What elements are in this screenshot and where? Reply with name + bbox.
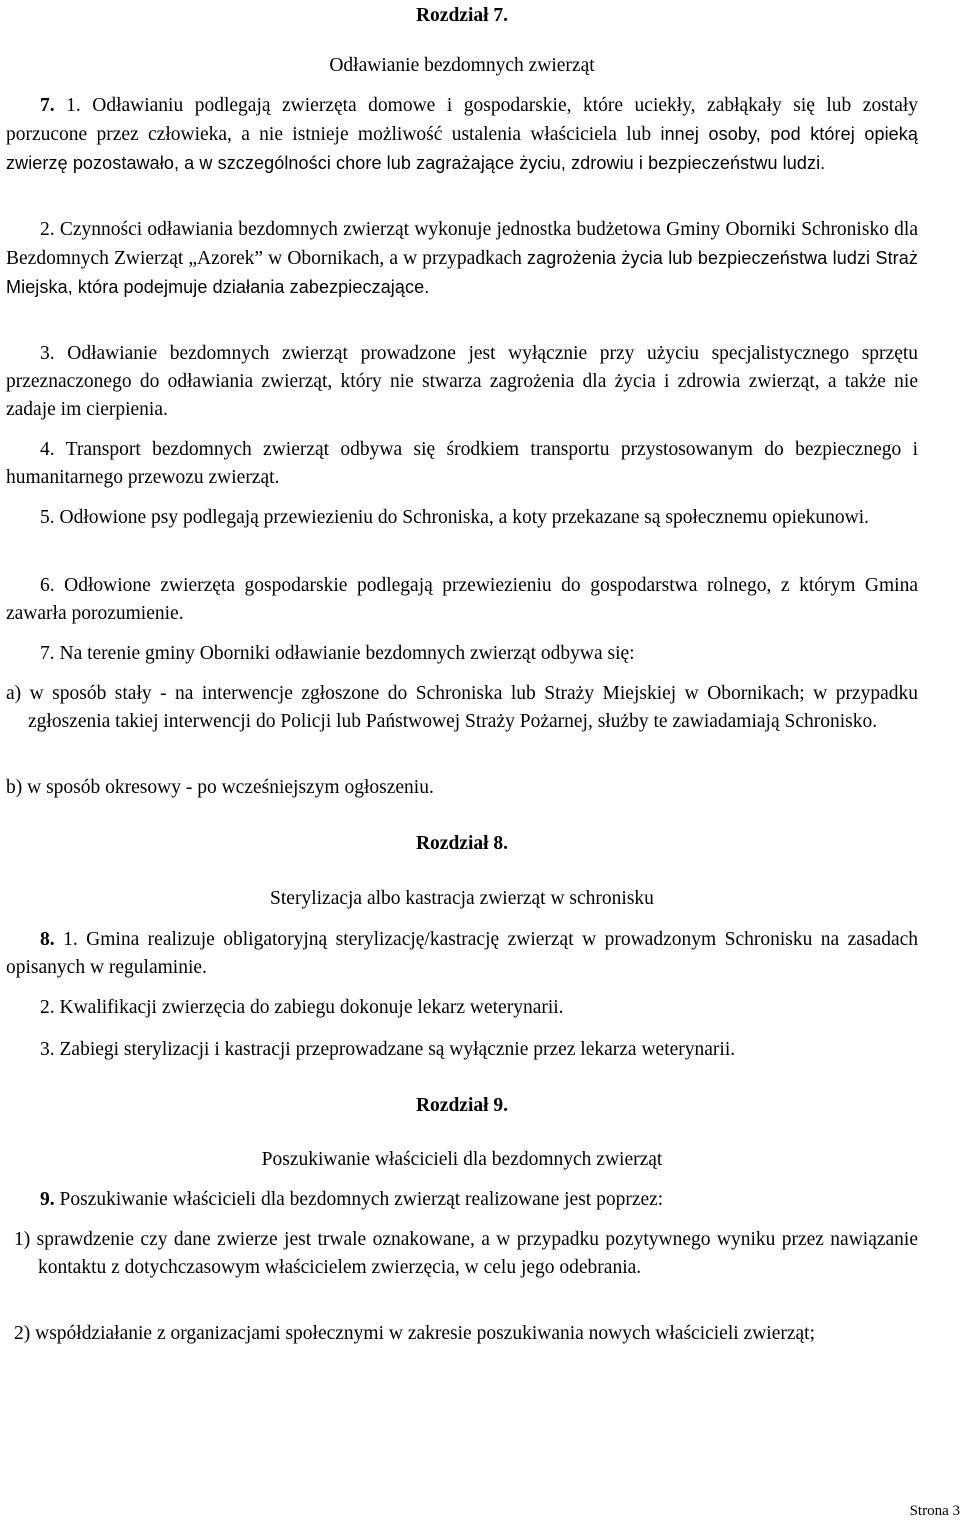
ch7-paragraph-2 bbox=[6, 216, 918, 302]
ch8-paragraph-3 bbox=[6, 1036, 918, 1064]
chapter-9-title: Poszukiwanie właścicieli dla bezdomnych zwierząt bbox=[261, 1149, 663, 1170]
ch7-p5-text: Odłowione psy podlegają przewiezieniu do Schroniska, a koty przekazane są społecznemu opiekunowi. bbox=[59, 507, 870, 528]
ch7-list-item-b: b) w sposób okresowy - po wcześniejszym ogłoszeniu. bbox=[6, 777, 434, 798]
chapter-7-title: Odławianie bezdomnych zwierząt bbox=[329, 55, 595, 76]
ch7-p2-text-a: Czynności odławiania bezdomnych zwierząt wykonuje jednostka budżetowa Gminy Oborniki Schronisko dla Bezdomnych Zwierząt „Azorek” w Obornikach, a w przypadkach bbox=[6, 219, 918, 269]
ch7-p1-text-a: Odławianiu podlegają zwierzęta domowe i gospodarskie, które uciekły, zabłąkały się lub zostały porzucone przez człowieka, a nie istnieje możliwość ustalenia właściciela lub bbox=[6, 95, 919, 145]
ch7-p7-number: 7. bbox=[40, 643, 55, 664]
ch8-p3-text: 3. Zabiegi sterylizacji i kastracji przeprowadzane są wyłącznie przez lekarza weterynarii. bbox=[40, 1039, 736, 1060]
page-number-footer: Strona 3 bbox=[909, 1503, 960, 1519]
ch9-paragraph-intro bbox=[6, 1186, 918, 1214]
chapter-7-heading: Rozdział 7. bbox=[415, 5, 509, 26]
chapter-8-title: Sterylizacja albo kastracja zwierząt w schronisku bbox=[270, 888, 654, 909]
ch9-list-item-2: 2) współdziałanie z organizacjami społecznymi w zakresie poszukiwania nowych właścicieli zwierząt; bbox=[14, 1323, 815, 1344]
ch9-intro-text: Poszukiwanie właścicieli dla bezdomnych zwierząt realizowane jest poprzez: bbox=[59, 1189, 664, 1210]
ch8-p2-text: 2. Kwalifikacji zwierzęcia do zabiegu dokonuje lekarz weterynarii. bbox=[40, 997, 564, 1018]
ch7-paragraph-4 bbox=[6, 436, 918, 492]
ch7-paragraph-6 bbox=[6, 572, 918, 628]
ch7-paragraph-5 bbox=[6, 504, 918, 532]
chapter-8-heading: Rozdział 8. bbox=[415, 833, 509, 854]
section-8-number: 8. bbox=[40, 929, 55, 950]
ch7-p5-number: 5. bbox=[40, 507, 55, 528]
ch7-p6-text: Odłowione zwierzęta gospodarskie podlegają przewiezieniu do gospodarstwa rolnego, z którym Gmina zawarła porozumienie. bbox=[6, 575, 919, 624]
ch7-p4-number: 4. bbox=[40, 439, 55, 460]
ch7-p6-number: 6. bbox=[40, 575, 55, 596]
ch7-p3-text: Odławianie bezdomnych zwierząt prowadzone jest wyłącznie przy użyciu specjalistycznego sprzętu przeznaczonego do odławiania zwierząt, który nie stwarza zagrożenia dla życia i zdrowia zwierząt, a także nie zadaje im cierpienia. bbox=[6, 343, 919, 420]
ch8-paragraph-1 bbox=[6, 926, 918, 982]
ch7-p2-number: 2. bbox=[40, 219, 55, 240]
ch7-p4-text: Transport bezdomnych zwierząt odbywa się środkiem transportu przystosowanym do bezpiecznego i humanitarnego przewozu zwierząt. bbox=[6, 439, 918, 488]
ch7-paragraph-7 bbox=[6, 640, 918, 668]
ch9-list-item-1: 1) sprawdzenie czy dane zwierze jest trwale oznakowane, a w przypadku pozytywnego wyniku przez nawiązanie kontaktu z dotychczasowym właścicielem zwierzęcia, w celu jego odebrania. bbox=[14, 1229, 918, 1278]
ch7-p7-text: Na terenie gminy Oborniki odławianie bezdomnych zwierząt odbywa się: bbox=[59, 643, 635, 664]
chapter-9-heading: Rozdział 9. bbox=[415, 1095, 509, 1116]
ch7-p1-number: 1. bbox=[66, 95, 81, 116]
section-9-number: 9. bbox=[40, 1189, 55, 1210]
ch8-paragraph-2 bbox=[6, 994, 918, 1022]
ch8-p1-number: 1. bbox=[63, 929, 78, 950]
ch7-p3-number: 3. bbox=[40, 343, 55, 364]
ch7-p1-text-b: innej osoby, pod której opieką zwierzę pozostawało, a w szczególności chore lub zagrażające życiu, zdrowiu i bezpieczeństwu ludzi. bbox=[6, 124, 918, 173]
section-7-number: 7. bbox=[40, 95, 55, 116]
ch8-p1-text: Gmina realizuje obligatoryjną sterylizację/kastrację zwierząt w prowadzonym Schronisku na zasadach opisanych w regulaminie. bbox=[6, 929, 919, 978]
ch7-paragraph-3 bbox=[6, 340, 918, 424]
ch7-p2-text-b: zagrożenia życia lub bezpieczeństwa ludzi Straż Miejska, która podejmuje działania zabezpieczające. bbox=[6, 248, 918, 297]
ch7-list-item-a: a) w sposób stały - na interwencje zgłoszone do Schroniska lub Straży Miejskiej w Obornikach; w przypadku zgłoszenia takiej interwencji do Policji lub Państwowej Straży Pożarnej, służby te zawiadamiają Schronisko. bbox=[6, 683, 918, 732]
ch7-paragraph-1 bbox=[6, 92, 918, 178]
